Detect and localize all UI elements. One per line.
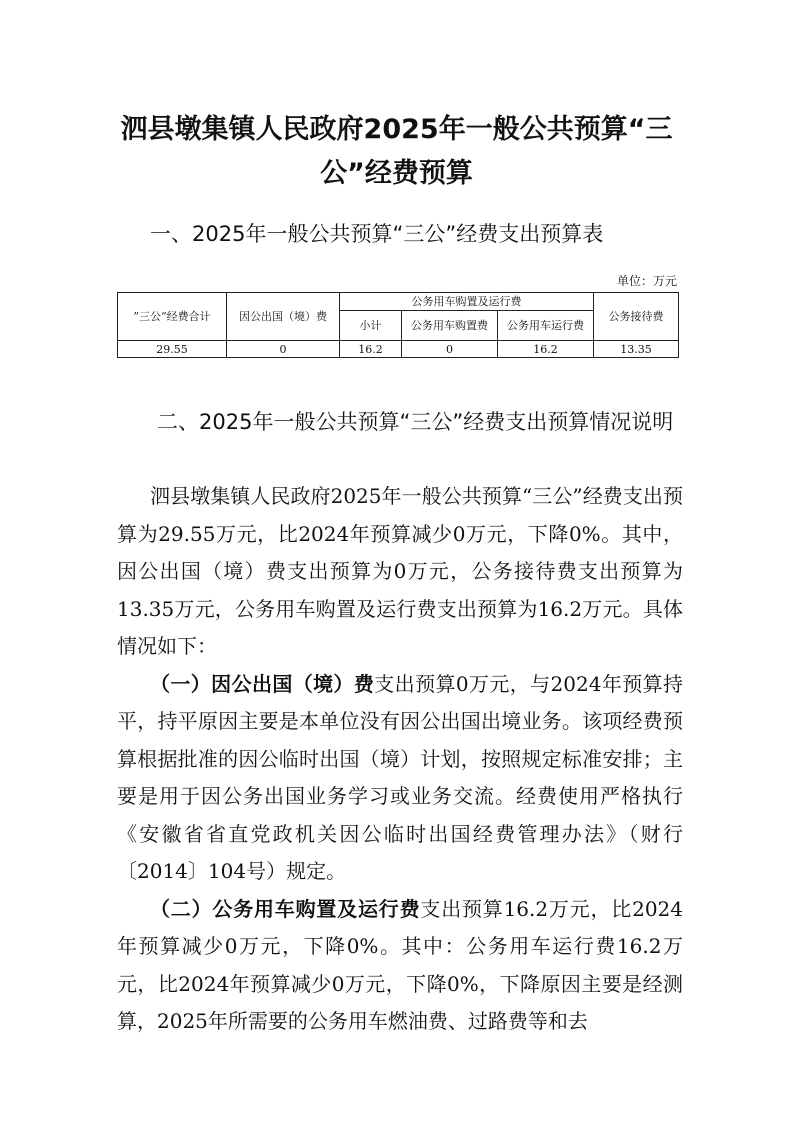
paragraph-vehicle: [117, 891, 683, 1041]
header-total: ”三公“经费合计: [118, 293, 227, 341]
budget-table: [117, 292, 679, 358]
cell-abroad: 0: [227, 341, 340, 358]
header-vehicle-subtotal: 小计: [340, 311, 402, 341]
paragraph-vehicle-heading: （二）公务用车购置及运行费: [150, 896, 421, 921]
section-2-heading: 二、2025年一般公共预算“三公”经费支出预算情况说明: [157, 410, 674, 434]
section-1-heading: 一、2025年一般公共预算“三公”经费支出预算表: [150, 222, 604, 246]
paragraph-abroad-heading: （一）因公出国（境）费: [150, 671, 375, 696]
cell-total: 29.55: [118, 341, 227, 358]
paragraph-abroad: [117, 666, 683, 891]
document-body: [117, 478, 683, 1041]
cell-vehicle-operation: 16.2: [498, 341, 594, 358]
cell-reception: 13.35: [594, 341, 679, 358]
paragraph-abroad-text: 支出预算0万元，与2024年预算持平，持平原因主要是本单位没有因公出国出境业务。该项经费预算根据批准的因公临时出国（境）计划，按照规定标准安排；主要是用于因公务出国业务学习或业务交流。经费使用严格执行《安徽省省直党政机关因公临时出国经费管理办法》（财行〔2014〕104号）规定。: [117, 671, 683, 883]
paragraph-summary: 泗县墩集镇人民政府2025年一般公共预算“三公”经费支出预算为29.55万元，比2024年预算减少0万元，下降0%。其中，因公出国（境）费支出预算为0万元，公务接待费支出预算为13.35万元，公务用车购置及运行费支出预算为16.2万元。具体情况如下：: [117, 484, 683, 658]
cell-vehicle-purchase: 0: [402, 341, 498, 358]
header-vehicle-group: 公务用车购置及运行费: [340, 293, 594, 311]
table-header-row: [118, 293, 679, 311]
header-abroad: 因公出国（境）费: [227, 293, 340, 341]
unit-label: 单位：万元: [616, 274, 677, 288]
header-vehicle-purchase: 公务用车购置费: [402, 311, 498, 341]
document-title: 泗县墩集镇人民政府2025年一般公共预算“三公”经费预算: [120, 114, 673, 189]
paragraph-vehicle-text: 支出预算16.2万元，比2024年预算减少0万元，下降0%。其中：公务用车运行费16.2万元，比2024年预算减少0万元，下降0%，下降原因主要是经测算，2025年所需要的公务用车燃油费、过路费等和去: [117, 896, 684, 1033]
header-vehicle-operation: 公务用车运行费: [498, 311, 594, 341]
table-row: [118, 341, 679, 358]
header-reception: 公务接待费: [594, 293, 679, 341]
cell-vehicle-subtotal: 16.2: [340, 341, 402, 358]
